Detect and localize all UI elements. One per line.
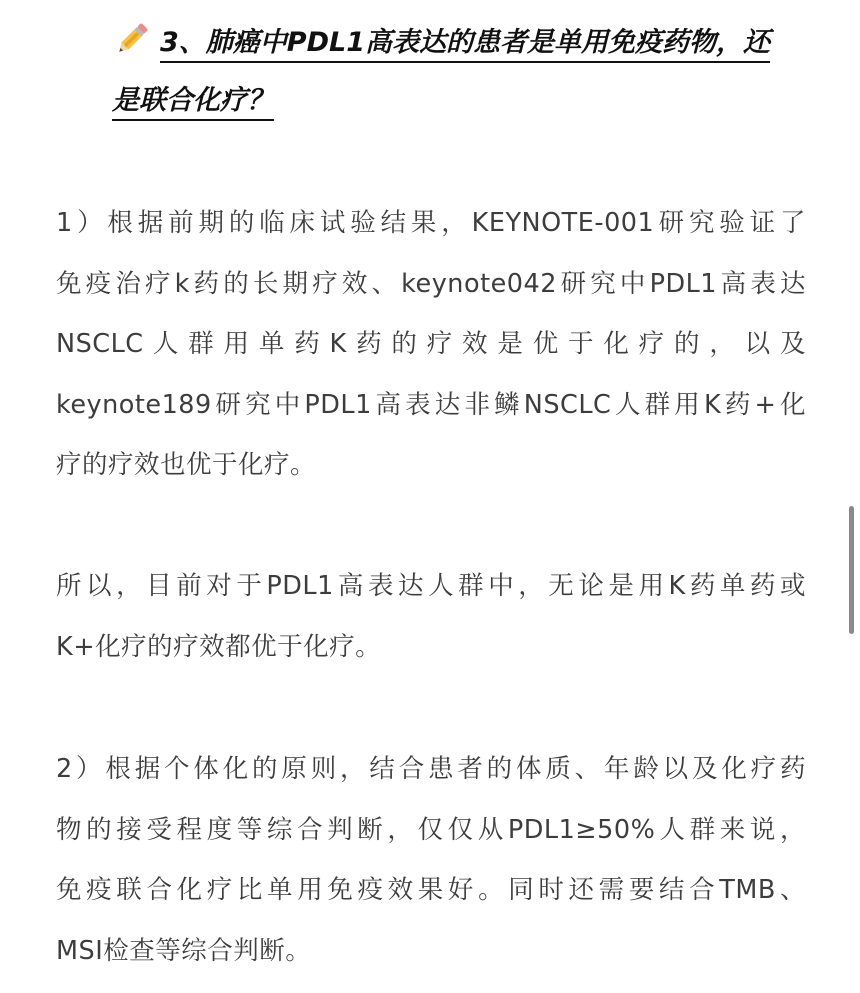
paragraph-line: 物的接受程度等综合判断，仅仅从PDL1≥50%人群来说， (56, 814, 806, 845)
paragraph-line: 免疫治疗k药的长期疗效、keynote042研究中PDL1高表达 (56, 268, 806, 299)
paragraph-line: 疗的疗效也优于化疗。 (56, 450, 317, 480)
heading-line-2 (112, 72, 274, 130)
heading-text-1: 3、肺癌中PDL1高表达的患者是单用免疫药物，还 (160, 27, 770, 63)
paragraph-line: NSCLC人群用单药K药的疗效是优于化疗的，以及 (56, 329, 806, 359)
paragraph-1 (56, 193, 806, 496)
paragraph-3 (56, 739, 806, 981)
paragraph-line: MSI检查等综合判断。 (56, 935, 312, 966)
paragraph-line: 1）根据前期的临床试验结果，KEYNOTE-001研究验证了 (56, 208, 806, 238)
paragraph-line: 所以，目前对于PDL1高表达人群中，无论是用K药单药或 (56, 571, 806, 601)
heading-text-2: 是联合化疗？ (112, 85, 274, 121)
paragraph-line: 免疫联合化疗比单用免疫效果好。同时还需要结合TMB、 (56, 875, 806, 905)
paragraph-line: 2）根据个体化的原则，结合患者的体质、年龄以及化疗药 (56, 754, 806, 784)
vertical-scrollbar[interactable] (849, 506, 854, 634)
heading-line-1 (112, 14, 770, 72)
paragraph-2 (56, 556, 806, 677)
paragraph-line: K+化疗的疗效都优于化疗。 (56, 631, 382, 662)
paragraph-line: keynote189研究中PDL1高表达非鳞NSCLC人群用K药+化 (56, 389, 806, 420)
pencil-icon (112, 19, 152, 59)
